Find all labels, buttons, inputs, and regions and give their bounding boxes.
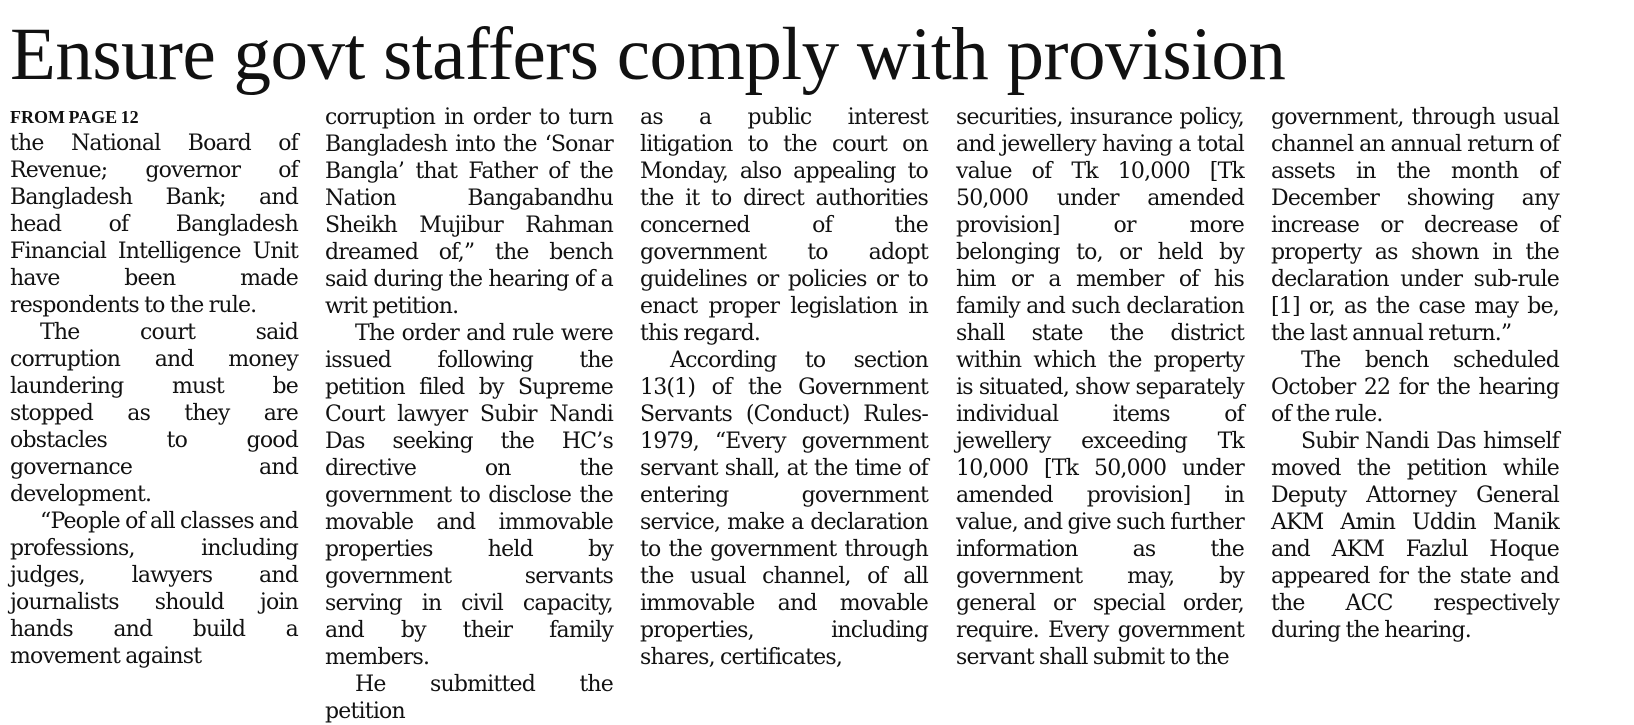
headline: Ensure govt staffers comply with provision [10,13,1286,96]
paragraph: The order and rule were issued following the petition filed by Supreme Court lawyer Subir Nandi Das seeking the HC’s directive on the government to disclose the movable and immovable properties held by government servants serving in civil capacity, and by their family members. [325,321,613,670]
paragraph: corruption in order to turn Bangladesh into the ‘Sonar Bangla’ that Father of the Nation Bangabandhu Sheikh Mujibur Rahman dreamed of,” the bench said during the hearing of a writ petition. [325,105,613,319]
paragraph: Subir Nandi Das himself moved the petition while Deputy Attorney General AKM Amin Uddin Manik and AKM Fazlul Hoque appeared for the state and the ACC respectively during the hearing. [1271,429,1559,643]
paragraph: “People of all classes and professions, including judges, lawyers and journalists should join hands and build a movement against [10,509,298,669]
paragraph: According to section 13(1) of the Government Servants (Conduct) Rules-1979, “Every government servant shall, at the time of entering government service, make a declaration to the government through the usual channel, of all immovable and movable properties, including shares, certificates, [640,348,928,670]
article-column-5 [1271,104,1559,644]
paragraph: He submitted the petition [325,672,613,724]
paragraph: The bench scheduled October 22 for the hearing of the rule. [1271,348,1559,427]
jump-line: FROM PAGE 12 [10,107,139,127]
paragraph: government, through usual channel an annual return of assets in the month of December showing any increase or decrease of property as shown in the declaration under sub-rule [1] or, as the case may be, the last annual return.” [1271,105,1559,346]
article-column-3 [640,104,928,671]
paragraph: The court said corruption and money laundering must be stopped as they are obstacles to good governance and development. [10,320,298,507]
article-column-4 [956,104,1244,671]
paragraph: as a public interest litigation to the court on Monday, also appealing to the it to direct authorities concerned of the government to adopt guidelines or policies or to enact proper legislation in this regard. [640,105,928,346]
paragraph: the National Board of Revenue; governor of Bangladesh Bank; and head of Bangladesh Financial Intelligence Unit have been made respondents to the rule. [10,131,298,318]
paragraph: securities, insurance policy, and jewellery having a total value of Tk 10,000 [Tk 50,000 under amended provision] or more belonging to, or held by him or a member of his family and such declaration shall state the district within which the property is situated, show separately individual items of jewellery exceeding Tk 10,000 [Tk 50,000 under amended provision] in value, and give such further information as the government may, by general or special order, require. Every government servant shall submit to the [956,105,1244,670]
article-column-1 [10,104,298,670]
article-column-2 [325,104,613,725]
